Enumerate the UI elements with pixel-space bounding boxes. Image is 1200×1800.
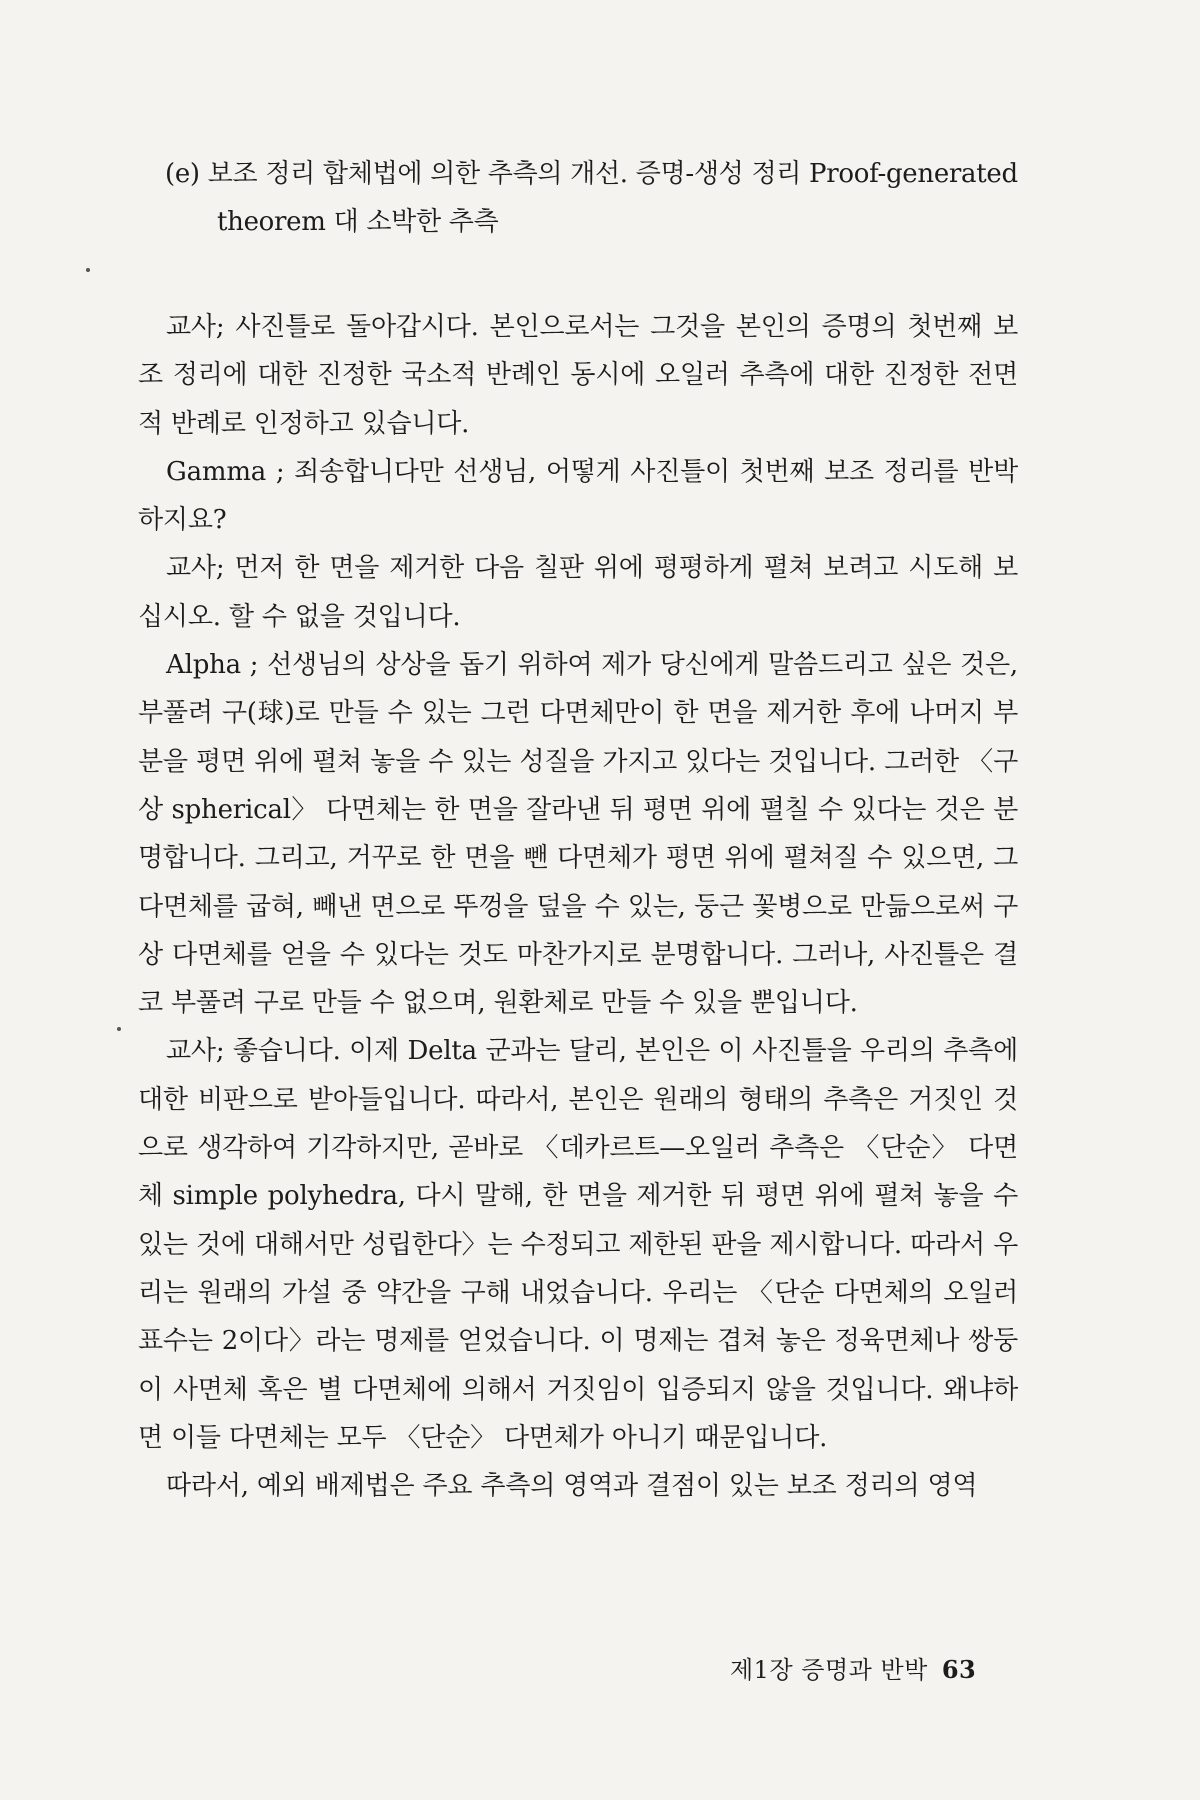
paragraph-text: ; 선생님의 상상을 돕기 위하여 제가 당신에게 말씀드리고 싶은 것은, 부풀려 구(球)로 만들 수 있는 그런 다면체만이 한 면을 제거한 후에 나머지 부분을 평면 위에 펼쳐 놓을 수 있는 성질을 가지고 있다는 것입니다. 그러한 〈구상 spherical〉 다면체는 한 면을 잘라낸 뒤 평면 위에 펼칠 수 있다는 것은 분명합니다. 그리고, 거꾸로 한 면을 뺀 다면체가 평면 위에 펼쳐질 수 있으면, 그 다면체를 굽혀, 빼낸 면으로 뚜껑을 덮을 수 있는, 둥근 꽃병으로 만듦으로써 구상 다면체를 얻을 수 있다는 것도 마찬가지로 분명합니다. 그러나, 사진틀은 결코 부풀려 구로 만들 수 없으며, 원환체로 만들 수 있을 뿐입니다.: [138, 650, 1018, 1019]
paragraph-text: 따라서, 예외 배제법은 주요 추측의 영역과 결점이 있는 보조 정리의 영역: [166, 1471, 978, 1502]
paragraph-text: ; 좋습니다. 이제 Delta 군과는 달리, 본인은 이 사진틀을 우리의 추측에 대한 비판으로 받아들입니다. 따라서, 본인은 원래의 형태의 추측은 거짓인 것으로 생각하여 기각하지만, 곧바로 〈데카르트—오일러 추측은 〈단순〉 다면체 simple polyhedra, 다시 말해, 한 면을 제거한 뒤 평면 위에 펼쳐 놓을 수 있는 것에 대해서만 성립한다〉는 수정되고 제한된 판을 제시합니다. 따라서 우리는 원래의 가설 중 약간을 구해 내었습니다. 우리는 〈단순 다면체의 오일러 표수는 2이다〉라는 명제를 얻었습니다. 이 명제는 겹쳐 놓은 정육면체나 쌍둥이 사면체 혹은 별 다면체에 의해서 거짓임이 입증되지 않을 것입니다. 왜냐하면 이들 다면체는 모두 〈단순〉 다면체가 아니기 때문입니다.: [138, 1036, 1018, 1453]
paragraph-text: ; 죄송합니다만 선생님, 어떻게 사진틀이 첫번째 보조 정리를 반박하지요?: [138, 456, 1018, 536]
paragraph-narration: [138, 1462, 1018, 1510]
speaker-label: 교사: [166, 553, 216, 584]
speaker-label: 교사: [166, 312, 216, 342]
section-heading-line-1: (e) 보조 정리 합체법에 의한 추측의 개선. 증명-생성 정리 Proof-generated: [165, 159, 1018, 189]
paragraph-teacher-3: [138, 1027, 1018, 1462]
paragraph-teacher-2: [138, 544, 1018, 641]
body-text: [138, 303, 1018, 1510]
section-heading-line-2: theorem 대 소박한 추측: [217, 207, 499, 237]
paragraph-alpha-1: [138, 641, 1018, 1027]
section-heading: [165, 150, 1025, 246]
scan-speck: [117, 1027, 121, 1031]
running-footer: [730, 1650, 976, 1685]
speaker-label: Alpha: [166, 650, 241, 681]
paragraph-gamma-1: [138, 448, 1018, 545]
paragraph-teacher-1: [138, 303, 1018, 448]
speaker-label: 교사: [166, 1036, 216, 1067]
chapter-title: 제1장 증명과 반박: [730, 1656, 928, 1684]
paragraph-text: ; 먼저 한 면을 제거한 다음 칠판 위에 평평하게 펼쳐 보려고 시도해 보십시오. 할 수 없을 것입니다.: [138, 553, 1018, 632]
page-number: 63: [941, 1655, 977, 1684]
paragraph-text: ; 사진틀로 돌아갑시다. 본인으로서는 그것을 본인의 증명의 첫번째 보조 정리에 대한 진정한 국소적 반례인 동시에 오일러 추측에 대한 진정한 전면적 반례로 인정하고 있습니다.: [138, 312, 1018, 439]
speaker-label: Gamma: [166, 456, 267, 487]
scan-speck: [86, 268, 90, 272]
